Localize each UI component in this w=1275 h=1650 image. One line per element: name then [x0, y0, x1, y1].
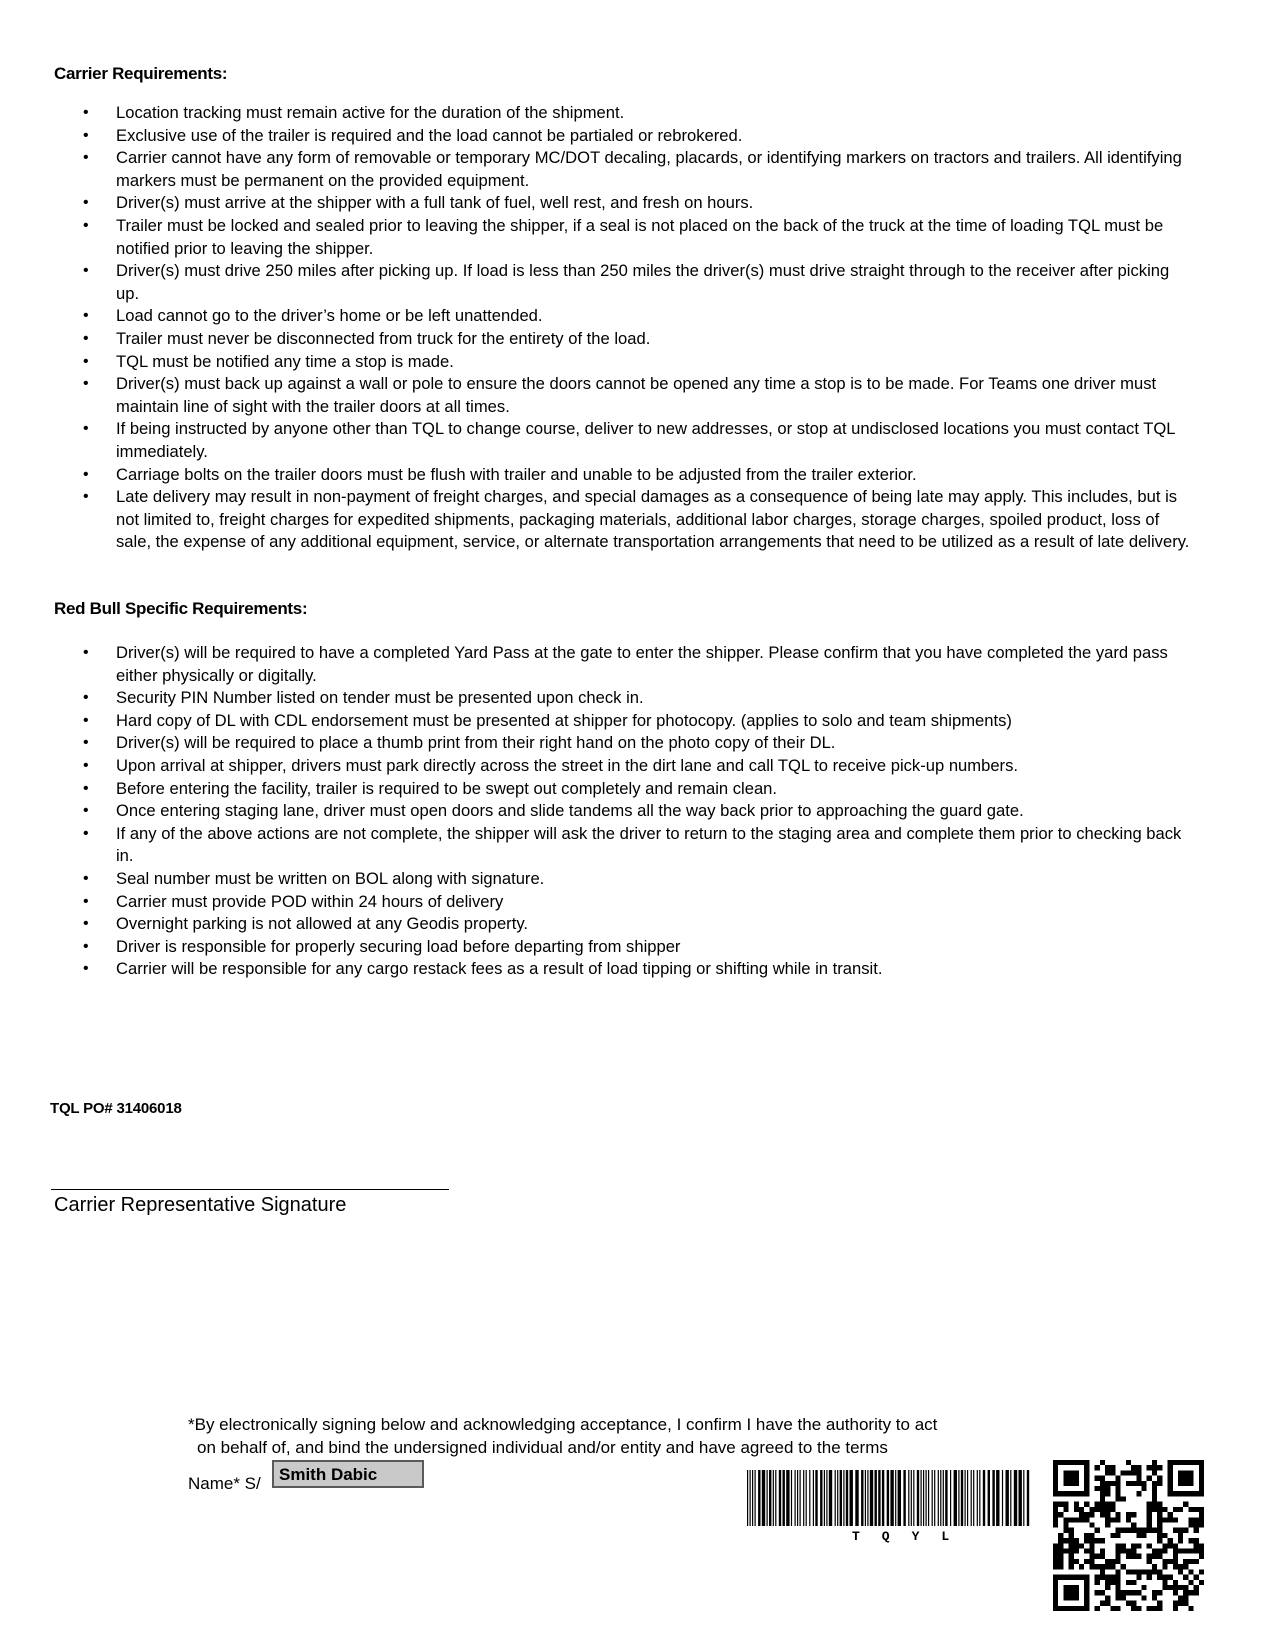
list-item: • Before entering the facility, trailer is required to be swept out completely and remain clean. [54, 778, 1194, 801]
list-item: • Carrier cannot have any form of removable or temporary MC/DOT decaling, placards, or identifying markers on tractors and trailers. All identifying markers must be permanent on the provided equipment. [54, 147, 1194, 192]
acknowledgement-line-1: *By electronically signing below and acknowledging acceptance, I confirm I have the authority to act [188, 1415, 938, 1434]
list-item: • If any of the above actions are not complete, the shipper will ask the driver to return to the staging area and complete them prior to checking back in. [54, 823, 1194, 868]
red-bull-requirements-heading: Red Bull Specific Requirements: [54, 599, 308, 618]
list-item: • Overnight parking is not allowed at any Geodis property. [54, 913, 1194, 936]
name-label: Name* S/ [188, 1474, 261, 1493]
list-item: • Hard copy of DL with CDL endorsement must be presented at shipper for photocopy. (applies to solo and team shipments) [54, 710, 1194, 733]
list-item: • Security PIN Number listed on tender must be presented upon check in. [54, 687, 1194, 710]
list-item: • Carrier will be responsible for any cargo restack fees as a result of load tipping or shifting while in transit. [54, 958, 1194, 981]
list-item: • Driver(s) must arrive at the shipper with a full tank of fuel, well rest, and fresh on hours. [54, 192, 1194, 215]
barcode-text: TQYL [852, 1529, 972, 1544]
list-item: • Driver(s) must drive 250 miles after picking up. If load is less than 250 miles the driver(s) must drive straight through to the receiver after picking up. [54, 260, 1194, 305]
carrier-requirements-heading: Carrier Requirements: [54, 64, 228, 83]
list-item: • If being instructed by anyone other than TQL to change course, deliver to new addresses, or stop at undisclosed locations you must contact TQL immediately. [54, 418, 1194, 463]
list-item: • Seal number must be written on BOL along with signature. [54, 868, 1194, 891]
list-item: • Carrier must provide POD within 24 hours of delivery [54, 891, 1194, 914]
acknowledgement-text [188, 1413, 937, 1459]
acknowledgement-line-2: on behalf of, and bind the undersigned individual and/or entity and have agreed to the terms [197, 1438, 888, 1457]
list-item: • Carriage bolts on the trailer doors must be flush with trailer and unable to be adjusted from the trailer exterior. [54, 464, 1194, 487]
list-item: • Upon arrival at shipper, drivers must park directly across the street in the dirt lane and call TQL to receive pick-up numbers. [54, 755, 1194, 778]
barcode-icon [747, 1470, 1032, 1532]
list-item: • Exclusive use of the trailer is required and the load cannot be partialed or rebrokered. [54, 125, 1194, 148]
carrier-requirements-list [54, 102, 1194, 554]
list-item: • Location tracking must remain active for the duration of the shipment. [54, 102, 1194, 125]
red-bull-requirements-list [54, 642, 1194, 981]
signature-line [51, 1189, 449, 1190]
name-input[interactable]: Smith Dabic [272, 1460, 424, 1488]
list-item: • Once entering staging lane, driver must open doors and slide tandems all the way back prior to approaching the guard gate. [54, 800, 1194, 823]
qr-code-icon [1053, 1460, 1204, 1611]
list-item: • Late delivery may result in non-payment of freight charges, and special damages as a consequence of being late may apply. This includes, but is not limited to, freight charges for expedited shipments, packaging materials, additional labor charges, storage charges, spoiled product, loss of sale, the expense of any additional equipment, service, or alternate transportation arrangements that need to be utilized as a result of late delivery. [54, 486, 1194, 554]
signature-label: Carrier Representative Signature [54, 1194, 347, 1216]
list-item: • Load cannot go to the driver’s home or be left unattended. [54, 305, 1194, 328]
list-item: • Driver(s) must back up against a wall or pole to ensure the doors cannot be opened any time a stop is to be made. For Teams one driver must maintain line of sight with the trailer doors at all times. [54, 373, 1194, 418]
list-item: • Driver is responsible for properly securing load before departing from shipper [54, 936, 1194, 959]
list-item: • TQL must be notified any time a stop is made. [54, 351, 1194, 374]
list-item: • Driver(s) will be required to place a thumb print from their right hand on the photo copy of their DL. [54, 732, 1194, 755]
list-item: • Driver(s) will be required to have a completed Yard Pass at the gate to enter the shipper. Please confirm that you have completed the yard pass either physically or digitally. [54, 642, 1194, 687]
list-item: • Trailer must be locked and sealed prior to leaving the shipper, if a seal is not placed on the back of the truck at the time of loading TQL must be notified prior to leaving the shipper. [54, 215, 1194, 260]
list-item: • Trailer must never be disconnected from truck for the entirety of the load. [54, 328, 1194, 351]
po-number: TQL PO# 31406018 [50, 1100, 182, 1117]
